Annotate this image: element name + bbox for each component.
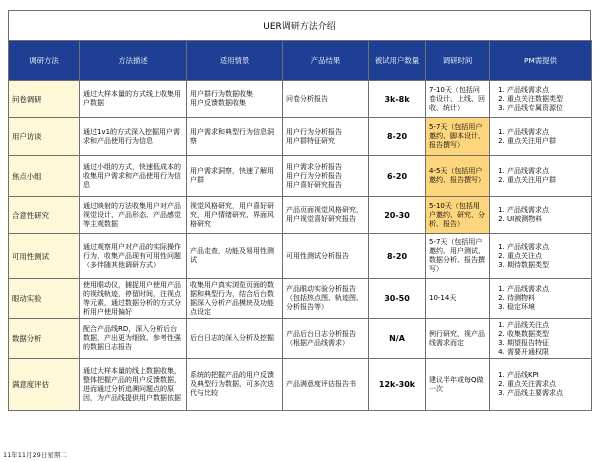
method-scenario: 产品走查，功能及易用性测试: [187, 234, 283, 279]
research-duration: 7-10天（包括问卷设计、上线、回收、统计）: [426, 81, 490, 118]
footer-date: 11年11月29日星期二: [3, 451, 67, 459]
table-row: [9, 118, 592, 156]
pm-needs-cell: [490, 118, 592, 156]
pm-need-item: 3. 产品线主要需求点: [507, 389, 588, 398]
header-method: 调研方法: [9, 41, 80, 81]
method-name: 数据分析: [9, 319, 80, 359]
header-duration: 调研时间: [426, 41, 490, 81]
method-scenario: 用户需求和典型行为信息洞察: [187, 118, 283, 156]
pm-need-item: 1. 产品线关注点: [507, 321, 588, 330]
pm-need-item: 1. 产品线KPI: [507, 371, 588, 380]
header-participants: 被试用户数量: [369, 41, 426, 81]
pm-need-item: 3. 期待数据类型: [507, 261, 588, 270]
pm-need-item: 3. 产品线专属资源位: [507, 104, 588, 113]
method-name: 问卷调研: [9, 81, 80, 118]
method-scenario: 用户需求洞察，快速了解用户群: [187, 156, 283, 197]
pm-need-item: 1. 产品线需求点: [507, 206, 588, 215]
method-result: 可用性测试分析报告: [283, 234, 369, 279]
pm-need-item: 2. 重点关注用户群: [507, 176, 588, 185]
table-row: [9, 359, 592, 411]
pm-need-item: 3. 稳定环境: [507, 303, 588, 312]
participant-count: 8-20: [369, 234, 426, 279]
method-description: 通过大样本量的线上数据收集，整体把握产品的用户反馈数据，进而通过分析追溯问题点的原因，为产品线提供用户数据依据: [80, 359, 187, 411]
participant-count: N/A: [369, 319, 426, 359]
method-result: 问卷分析报告: [283, 81, 369, 118]
participant-count: 20-30: [369, 197, 426, 234]
method-scenario: 后台日志的深入分析及挖掘: [187, 319, 283, 359]
method-description: 通过映射的方法收集用户对产品视觉设计、产品形态、产品感觉等主观数据: [80, 197, 187, 234]
method-description: 通过小组的方式，快速低成本的收集用户需求和产品使用行为信息: [80, 156, 187, 197]
method-description: 通过大样本量的方式线上收集用户数据: [80, 81, 187, 118]
pm-need-item: 2. 待测物料: [507, 294, 588, 303]
method-result: 用户需求分析报告 用户行为分析报告 用户喜好研究报告: [283, 156, 369, 197]
slide-title: UER调研方法介绍: [8, 10, 591, 40]
participant-count: 8-20: [369, 118, 426, 156]
pm-needs-cell: [490, 197, 592, 234]
research-duration: 例行研究，视产品线需求而定: [426, 319, 490, 359]
method-scenario: 收集用户真实浏览页面的数据和典型行为，结合后台数据深入分析产品模块及功能点设定: [187, 279, 283, 319]
method-name: 合意性研究: [9, 197, 80, 234]
pm-need-item: 1. 产品线需求点: [507, 243, 588, 252]
pm-needs-cell: [490, 279, 592, 319]
table-header-row: [9, 41, 592, 81]
pm-need-item: 1. 产品线需求点: [507, 86, 588, 95]
method-result: 产品页面视觉风格研究，用户视觉喜好研究报告: [283, 197, 369, 234]
pm-need-item: 2. 重点关注用户群: [507, 137, 588, 146]
pm-need-item: 2. 重点关注点: [507, 252, 588, 261]
table-row: [9, 234, 592, 279]
method-name: 眼动实验: [9, 279, 80, 319]
pm-need-item: 2. 重点关注需求点: [507, 380, 588, 389]
pm-need-item: 2. 重点关注数据类型: [507, 95, 588, 104]
header-pm-needs: PM需提供: [490, 41, 592, 81]
participant-count: 3k-8k: [369, 81, 426, 118]
participant-count: 12k-30k: [369, 359, 426, 411]
research-duration: 10-14天: [426, 279, 490, 319]
method-name: 可用性测试: [9, 234, 80, 279]
pm-needs-cell: [490, 319, 592, 359]
pm-need-item: 1. 产品线需求点: [507, 128, 588, 137]
method-description: 通过观察用户对产品的实际操作行为，收集产品现有可用性问题（多伴随其他调研方式）: [80, 234, 187, 279]
table-row: [9, 279, 592, 319]
research-duration: 5-7天（包括用户邀约、用户测试、数据分析、报告撰写）: [426, 234, 490, 279]
research-methods-table: [8, 40, 592, 411]
method-name: 满意度评估: [9, 359, 80, 411]
method-description: 配合产品线RD，深入分析后台数据，产出更为细致、参考性强的数据日志报告: [80, 319, 187, 359]
research-duration: 建议半年或每Q做一次: [426, 359, 490, 411]
table-row: [9, 319, 592, 359]
pm-need-item: 3. 期望报告特征: [507, 339, 588, 348]
method-scenario: 用户群行为数据收集 用户反馈数据收集: [187, 81, 283, 118]
participant-count: 30-50: [369, 279, 426, 319]
research-duration: 5-7天（包括用户邀约、脚本设计、报告撰写）: [426, 118, 490, 156]
method-scenario: 系统的把握产品的用户反馈及典型行为数据，可多次迭代与比较: [187, 359, 283, 411]
research-duration: 5-10天（包括用户邀约、研究、分析、报告）: [426, 197, 490, 234]
header-description: 方法描述: [80, 41, 187, 81]
pm-need-item: 2. 收集数据类型: [507, 330, 588, 339]
method-result: 产品眼动实验分析报告（包括热点图、轨迹图、分析报告等）: [283, 279, 369, 319]
pm-needs-cell: [490, 234, 592, 279]
header-result: 产品结果: [283, 41, 369, 81]
header-scenario: 适用情景: [187, 41, 283, 81]
method-description: 通过1v1的方式深入挖掘用户需求和产品使用行为信息: [80, 118, 187, 156]
research-duration: 4-5天（包括用户邀约、报告撰写）: [426, 156, 490, 197]
table-row: [9, 81, 592, 118]
method-scenario: 视觉风格研究，用户喜好研究，用户情绪研究、界面风格研究: [187, 197, 283, 234]
table-row: [9, 197, 592, 234]
method-result: 用户行为分析报告 用户群特征研究: [283, 118, 369, 156]
pm-need-item: 1. 产品线需求点: [507, 167, 588, 176]
participant-count: 6-20: [369, 156, 426, 197]
pm-needs-cell: [490, 359, 592, 411]
pm-need-item: 1. 产品线需求点: [507, 285, 588, 294]
method-name: 焦点小组: [9, 156, 80, 197]
method-name: 用户访谈: [9, 118, 80, 156]
table-row: [9, 156, 592, 197]
pm-needs-cell: [490, 81, 592, 118]
method-description: 使用眼动仪，捕捉用户使用产品的视线轨迹，停留时间，注视点等元素，通过数据分析的方式分析用户使用偏好: [80, 279, 187, 319]
pm-needs-cell: [490, 156, 592, 197]
method-result: 产品后台日志分析报告（根据产品线需求）: [283, 319, 369, 359]
pm-need-item: 2. UI被测物料: [507, 215, 588, 224]
pm-need-item: 4. 需要开通权限: [507, 348, 588, 357]
method-result: 产品满意度评估报告书: [283, 359, 369, 411]
